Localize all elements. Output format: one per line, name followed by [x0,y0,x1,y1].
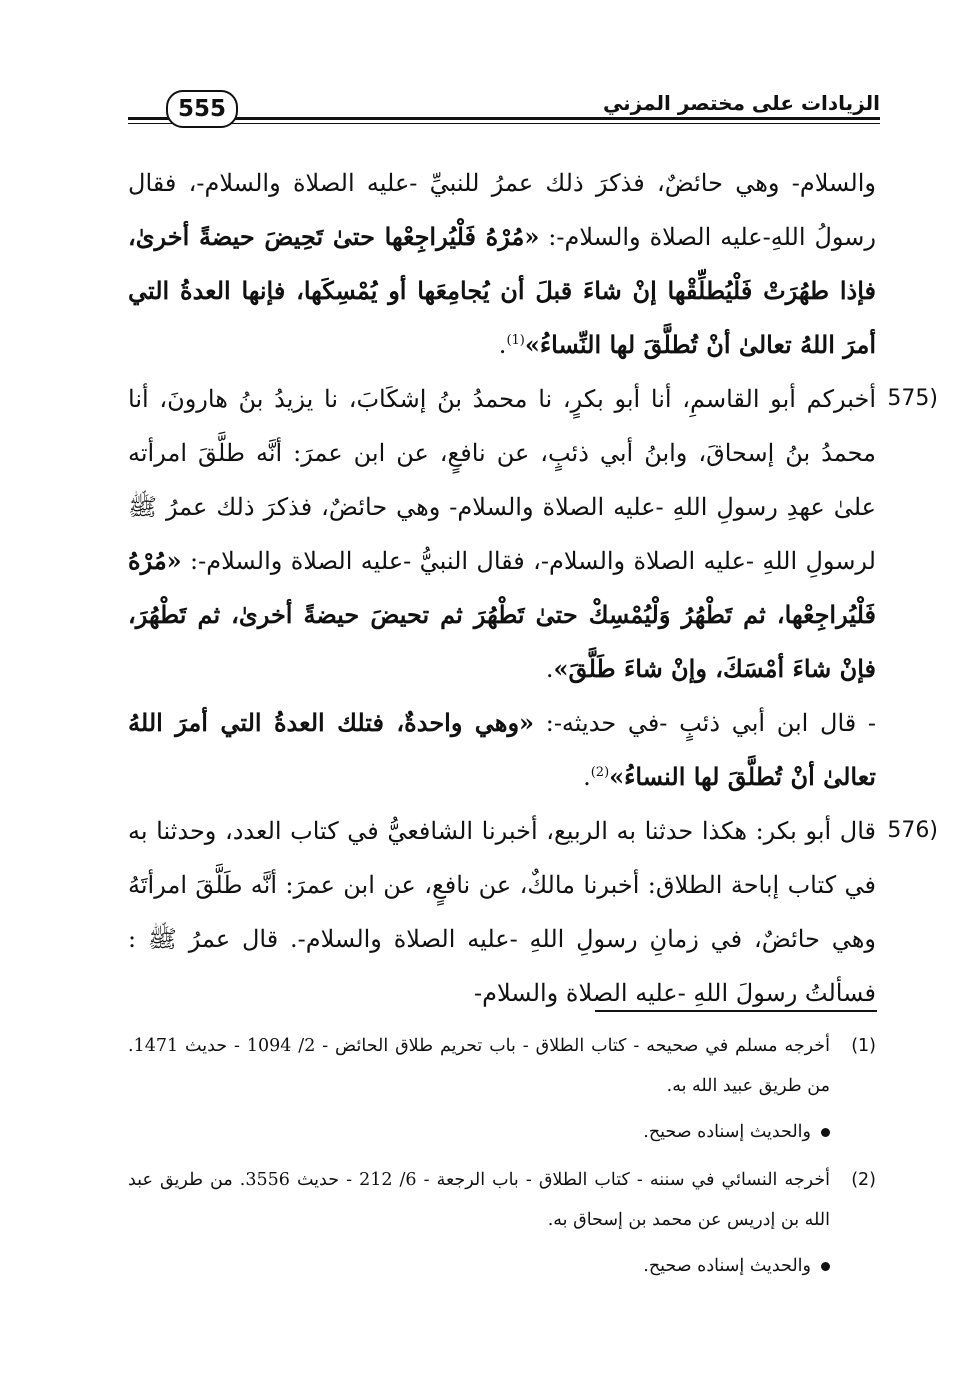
page-number: 555 [166,90,238,128]
footnote-ref: (1) [506,333,525,348]
hadith-575: 575) أخبركم أبو القاسمِ، أنا أبو بكرٍ، نا محمدُ بنُ إشكَابَ، نا يزيدُ بنُ هارونَ، أنا محمدُ بنُ إسحاقَ، وابنُ أبي ذئبٍ، عن نافعٍ، عن ابن عمرَ: أنَّه طلَّقَ امرأته علىٰ عهدِ رسولِ اللهِ -عليه الصلاة والسلام- وهي حائضٌ، فذكرَ ذلك عمرُ ﷺ لرسولِ اللهِ -عليه الصلاة والسلام-، فقال النبيُّ -عليه الصلاة والسلام-: «مُرْهُ فَلْيُراجِعْها، ثم تَطْهُرُ وَلْيُمْسِكْ حتىٰ تَطْهُرَ ثم تحيضَ حيضةً أخرىٰ، ثم تَطْهُرَ، فإنْ شاءَ أمْسَكَ، وإنْ شاءَ طَلَّقَ». [128,372,876,696]
header-rule [128,117,880,120]
footnote-1: (1) أخرجه مسلم في صحيحه - كتاب الطلاق - باب تحريم طلاق الحائض - 2/ 1094 - حديث 1471. من طريق عبيد الله به. [128,1026,876,1106]
hadith-576: 576) قال أبو بكر: هكذا حدثنا به الربيع، أخبرنا الشافعيُّ في كتاب العدد، وحدثنا به في كتاب إباحة الطلاق: أخبرنا مالكٌ، عن نافعٍ، عن ابن عمرَ: أنَّه طَلَّقَ امرأتَهُ وهي حائضٌ، في زمانِ رسولِ اللهِ -عليه الصلاة والسلام-. قال عمرُ ﷺ : فسألتُ رسولَ اللهِ -عليه الصلاة والسلام- [128,804,876,1020]
footnote-ref: (2) [590,765,610,780]
paragraph-continued: والسلام- وهي حائضٌ، فذكرَ ذلك عمرُ للنبيِّ -عليه الصلاة والسلام-، فقال رسولُ اللهِ-عليه الصلاة والسلام-: «مُرْهُ فَلْيُراجِعْها حتىٰ تَحِيضَ حيضةً أخرىٰ، فإذا طهُرَتْ فَلْيُطلِّقْها إنْ شاءَ قبلَ أن يُجامِعَها أو يُمْسِكَها، فإنها العدةُ التي أمرَ اللهُ تعالىٰ أنْ تُطلَّقَ لها النِّساءُ»$^{(1)}$. [128,169,876,359]
footnote-2: (2) أخرجه النسائي في سننه - كتاب الطلاق - باب الرجعة - 6/ 212 - حديث 3556. من طريق عبد الله بن إدريس عن محمد بن إسحاق به. [128,1160,876,1240]
footnote-note: والحديث إسناده صحيح. [128,1246,876,1286]
footnote-separator [595,1010,877,1012]
footnotes [128,1026,876,1294]
hadith-quote: «وهي واحدةٌ، فتلك العدةُ التي أمرَ اللهُ تعالىٰ أنْ تُطلَّقَ لها النساءُ» [128,708,876,791]
footnote-number: (2) [851,1170,876,1190]
footnote-number: (1) [851,1036,876,1056]
running-header [128,90,880,130]
header-rule-thin [128,123,880,124]
hadith-number: 576) [887,818,938,843]
hadith-quote: «مُرْهُ فَلْيُراجِعْها حتىٰ تَحِيضَ حيضةً أخرىٰ، فإذا طهُرَتْ فَلْيُطلِّقْها إنْ شاءَ قبلَ أن يُجامِعَها أو يُمْسِكَها، فإنها العدةُ التي أمرَ اللهُ تعالىٰ أنْ تُطلَّقَ لها النِّساءُ» [128,222,876,359]
paragraph-ibn-abi-dhib: - قال ابن أبي ذئبٍ -في حديثه-: «وهي واحدةٌ، فتلك العدةُ التي أمرَ اللهُ تعالىٰ أنْ تُطلَّقَ لها النساءُ»$^{(2)}$. [128,708,877,791]
bullet-icon [821,1262,830,1271]
bullet-icon [821,1128,830,1137]
book-title: الزيادات على مختصر المزني [593,90,880,116]
hadith-number: 575) [887,386,938,411]
footnote-note: والحديث إسناده صحيح. [128,1112,876,1152]
main-text [128,156,938,1020]
hadith-quote: «مُرْهُ فَلْيُراجِعْها، ثم تَطْهُرُ وَلْيُمْسِكْ حتىٰ تَطْهُرَ ثم تحيضَ حيضةً أخرىٰ، ثم تَطْهُرَ، فإنْ شاءَ أمْسَكَ، وإنْ شاءَ طَلَّقَ» [128,546,876,683]
